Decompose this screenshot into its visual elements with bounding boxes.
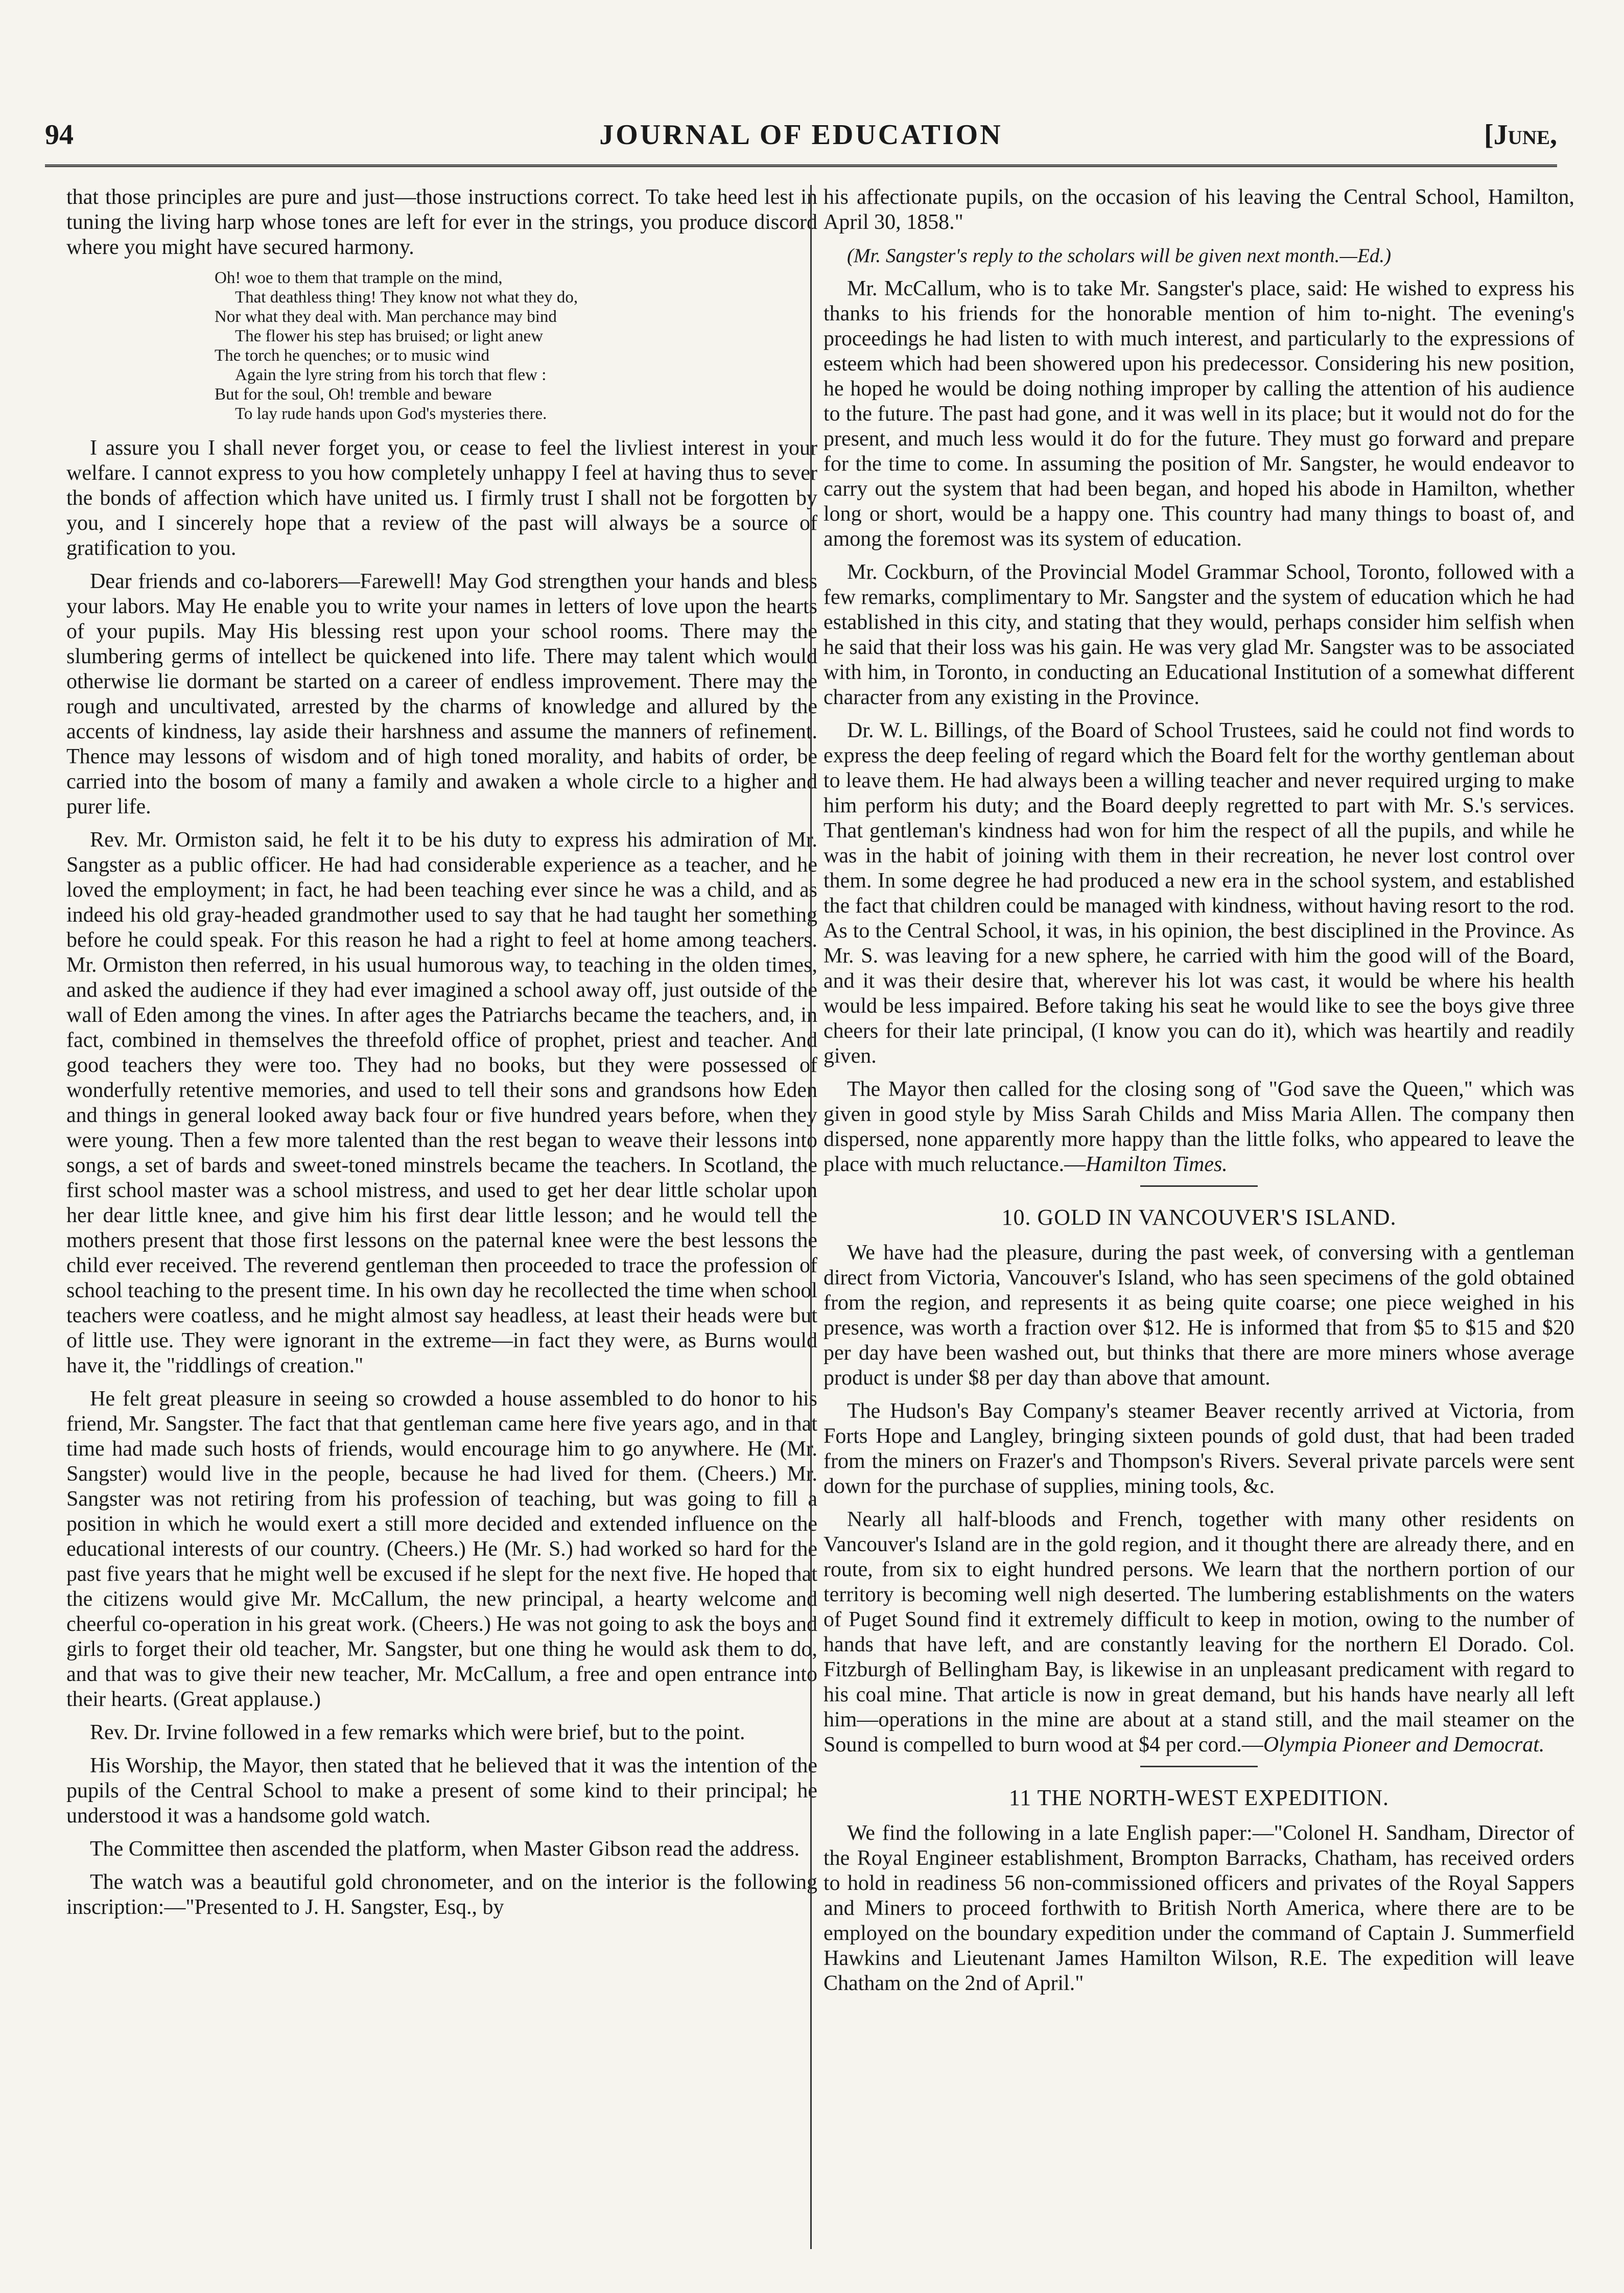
section-heading-11: 11 THE NORTH-WEST EXPEDITION. [1008,1785,1390,1810]
page-header [45,119,1557,159]
paragraph-text: Nearly all half-bloods and French, together with many other residents on Vancouver's Island are in the gold region, and it thought there are already there, and en route, from six to eight hundred persons. We learn that the northern portion of our territory is becoming well nigh deserted. The lumbering establishments on the waters of Puget Sound find it extremely difficult to keep in motion, owing to the number of hands that have left, and are constantly leaving for the northern El Dorado. Col. Fitzburgh of Bellingham Bay, is likewise in an unpleasant predicament with regard to his coal mine. That article is now in great demand, but his hands have nearly all left him—operations in the mine are about at a stand still, and the mail steamer on the Sound is compelled to burn wood at $4 per cord.— [823,1508,1574,1757]
left-paragraph-2: I assure you I shall never forget you, or cease to feel the livliest interest in your welfare. I cannot express to you how completely unhappy I feel at having thus to sever the bonds of affection which have united us. I firmly trust I shall not be forgotten by you, and I sincerely hope that a review of the past will always be a source of gratification to you. [66,436,817,560]
left-paragraph-7: His Worship, the Mayor, then stated that he believed that it was the intention of the pupils of the Central School to make a present of some kind to their principal; he understood it was a handsome gold watch. [66,1754,817,1828]
running-title: JOURNAL OF EDUCATION [599,119,1003,151]
editor-note: (Mr. Sangster's reply to the scholars will be given next month.—Ed.) [847,245,1392,267]
source-citation: Hamilton Times. [1086,1153,1228,1176]
left-paragraph-8: The Committee then ascended the platform, when Master Gibson read the address. [90,1837,800,1861]
section10-paragraph-3 [823,1507,1574,1758]
left-paragraph-5: He felt great pleasure in seeing so crowded a house assembled to do honor to his friend, Mr. Sangster. The fact that that gentleman came here five years ago, and in that time had made such hosts of friends, would encourage him to go anywhere. He (Mr. Sangster) would live in the people, because he had lived for them. (Cheers.) Mr. Sangster was not retiring from his profession of teaching, but was going to fill a position in which he would exert a still more decided and extended influence on the educational interests of our country. (Cheers.) He (Mr. S.) had worked so hard for the past five years that he might well be excused if he slept for the next five. He hoped that the citizens would give Mr. McCallum, the new principal, a hearty welcome and cheerful co-operation in his great work. (Cheers.) He was not going to ask the boys and girls to forget their old teacher, Mr. Sangster, but one thing he would ask them to do, and that was to give their new teacher, Mr. McCallum, a free and open entrance into their hearts. (Great applause.) [66,1387,817,1711]
poem-line: Oh! woe to them that trample on the mind, [215,269,503,287]
paragraph-text: The Mayor then called for the closing song of "God save the Queen," which was given in good style by Miss Sarah Childs and Miss Maria Allen. The company then dispersed, none apparently more happy than the little folks, who appeared to leave the place with much reluctance.— [823,1078,1574,1176]
section10-paragraph-2: The Hudson's Bay Company's steamer Beaver recently arrived at Victoria, from Forts Hope and Langley, bringing sixteen pounds of gold dust, that had been traded from the miners on Frazer's and Thompson's Rivers. Several private parcels were sent down for the purchase of supplies, mining tools, &c. [823,1399,1574,1498]
poem-line: That deathless thing! They know not what they do, [235,288,578,307]
left-paragraph-9: The watch was a beautiful gold chronometer, and on the interior is the following inscription:—"Presented to J. H. Sangster, Esq., by [66,1870,817,1919]
poem-line: Nor what they deal with. Man perchance may bind [215,308,557,326]
left-paragraph-3: Dear friends and co-laborers—Farewell! May God strengthen your hands and bless your labors. May He enable you to write your names in letters of love upon the hearts of your pupils. May His blessing rest upon your school rooms. There may the slumbering germs of intellect be quickened into life. There may talent which would otherwise lie dormant be started on a career of endless improvement. There may the rough and uncultivated, arrested by the charms of knowledge and allured by the accents of kindness, lay aside their harshness and assume the manners of refinement. Thence may lessons of wisdom and of high toned morality, and habits of order, be carried into the bosom of many a family and awaken a whole circle to a higher and purer life. [66,570,817,818]
section11-paragraph-1: We find the following in a late English paper:—"Colonel H. Sandham, Director of the Royal Engineer establishment, Brompton Barracks, Chatham, has received orders to hold in readiness 56 non-commissioned officers and privates of the Royal Sappers and Miners to proceed forthwith to British North America, where there are to be employed on the boundary expedition under the command of Captain J. Summerfield Hawkins and Lieutenant James Hamilton Wilson, R.E. The expedition will leave Chatham on the 2nd of April." [823,1821,1574,1995]
poem-line: The torch he quenches; or to music wind [215,346,489,365]
section10-paragraph-1: We have had the pleasure, during the past week, of conversing with a gentleman direct from Victoria, Vancouver's Island, who has seen specimens of the gold obtained from the region, and represents it as being quite coarse; one piece weighed in his presence, was worth a fraction over $12. He is informed that from $5 to $15 and $20 per day have been washed out, but thinks that there are more miners whose average product is under $8 per day than above that amount. [823,1241,1574,1390]
section-divider [1140,1185,1258,1187]
right-paragraph-4: Dr. W. L. Billings, of the Board of School Trustees, said he could not find words to express the deep feeling of regard which the Board felt for the worthy gentleman about to leave them. He had always been a willing teacher and never required urging to make him perform his duty; and the Board deeply regretted to part with Mr. S.'s services. That gentleman's kindness had won for him the respect of all the pupils, and while he was in the habit of joining with them in their recreation, he never lost control over them. In some degree he had produced a new era in the school system, and established the fact that children could be managed with kindness, without having resort to the rod. As to the Central School, it was, in his opinion, the best disciplined in the Province. As Mr. S. was leaving for a new sphere, he carried with him the good will of the Board, and it was their desire that, wherever his lot was cast, it would be where his health would be less impaired. Before taking his seat he would like to see the boys give three cheers for their late principal, (I know you can do it), which was heartily and readily given. [823,719,1574,1068]
left-paragraph-1: that those principles are pure and just—those instructions correct. To take heed lest in tuning the living harp whose tones are left for ever in the strings, you produce discord where you might have secured harmony. [66,185,817,259]
poem-line: The flower his step has bruised; or light anew [235,327,544,345]
left-paragraph-6: Rev. Dr. Irvine followed in a few remarks which were brief, but to the point. [90,1721,745,1744]
page-number: 94 [45,119,74,151]
left-column [66,185,817,2244]
left-paragraph-4: Rev. Mr. Ormiston said, he felt it to be his duty to express his admiration of Mr. Sangster as a public officer. He had had considerable experience as a teacher, and he loved the employment; in fact, he had been teaching ever since he was a child, and as indeed his old gray-headed grandmother used to say that he had taught her something before he could speak. For this reason he had a right to feel at home among teachers. Mr. Ormiston then referred, in his usual humorous way, to teaching in the olden times, and asked the audience if they had ever imagined a school away off, just outside of the wall of Eden among the vines. In after ages the Patriarchs became the teachers, and, in fact, combined in themselves the threefold office of prophet, priest and teacher. And good teachers they were too. They had no books, but they were possessed of wonderfully retentive memories, and used to tell their sons and grandsons how Eden and things in general looked away back four or five hundred years before, when they were young. Then a few more talented than the rest began to weave their lessons into songs, a set of bards and sweet-toned minstrels became the teachers. In Scotland, the first school master was a school mistress, and used to get her dear little scholar upon her dear little knee, and give him his first dear little lesson; and he would tell the mothers present that those first lessons on the paternal knee were the best lessons the child ever received. The reverend gentleman then proceeded to trace the profession of school teaching to the present time. In his own day he recollected the time when school teachers were coatless, and he might almost say headless, at least their heads were but of little use. They were ignorant in the extreme—in fact they were, as Burns would have it, the "riddlings of creation." [66,828,817,1377]
right-column [823,185,1574,2244]
column-rule [810,185,812,2249]
poem-line: Again the lyre string from his torch that flew : [235,366,547,384]
right-paragraph-2: Mr. McCallum, who is to take Mr. Sangster's place, said: He wished to express his thanks to his friends for the honorable mention of him to-night. The evening's proceedings he had listen to with much interest, and particularly to the expressions of esteem which had been showered upon his predecessor. Considering his new position, he hoped he would be doing nothing improper by calling the attention of his audience to the future. The past had gone, and it was well in its place; but it would not do for the present, and much less would it do for the future. They must go forward and prepare for the time to come. In assuming the position of Mr. Sangster, he would endeavor to carry out the system that had been began, and hoped his abode in Hamilton, whether long or short, would be a happy one. This country had many things to boast of, and among the foremost was its system of education. [823,277,1574,551]
poem-line: But for the soul, Oh! tremble and beware [215,385,492,404]
poem-stanza [215,268,817,424]
header-rule [45,165,1557,167]
right-paragraph-3: Mr. Cockburn, of the Provincial Model Grammar School, Toronto, followed with a few remarks, complimentary to Mr. Sangster and the system of education which he had established in this city, and stating that they would, perhaps consider him selfish when he said that their loss was his gain. He was very glad Mr. Sangster was to be associated with him, in Toronto, in conducting an Educational Institution of a somewhat different character from any existing in the Province. [823,560,1574,709]
running-month: [June, [1484,119,1557,151]
poem-line: To lay rude hands upon God's mysteries there. [235,405,547,423]
section-heading-10: 10. GOLD IN VANCOUVER'S ISLAND. [1001,1205,1397,1230]
right-paragraph-5 [823,1077,1574,1177]
source-citation: Olympia Pioneer and Democrat. [1263,1733,1545,1757]
right-paragraph-1: his affectionate pupils, on the occasion of his leaving the Central School, Hamilton, April 30, 1858." [823,185,1574,234]
section-divider [1140,1766,1258,1767]
